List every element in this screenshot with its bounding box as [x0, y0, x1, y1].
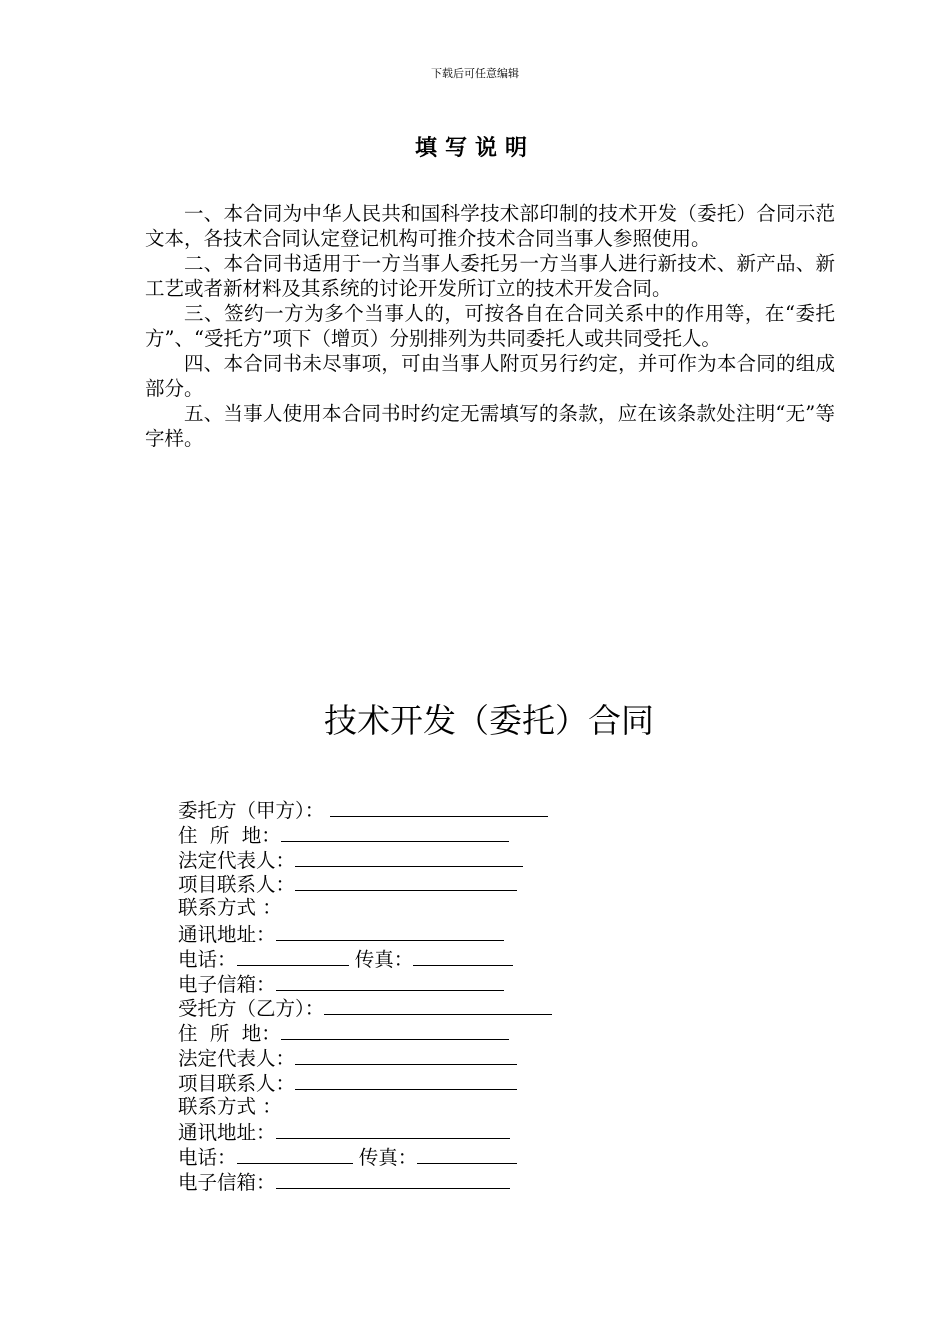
- party-a-fax-blank[interactable]: [413, 946, 513, 966]
- party-b-contact-method-label: 联系方式 ：: [178, 1094, 282, 1118]
- party-a-contact-method-label: 联系方式 ：: [178, 896, 282, 920]
- party-a-contact-person-row: [178, 871, 738, 896]
- party-a-contact-person-blank[interactable]: [295, 871, 517, 891]
- party-b-phone-label: 电话：: [178, 1146, 237, 1170]
- party-b-legal-rep-row: [178, 1045, 738, 1070]
- party-b-address-blank[interactable]: [281, 1020, 509, 1040]
- party-a-fax-label: 传真：: [354, 947, 414, 971]
- party-b-address-label: 住 所 地：: [178, 1022, 281, 1046]
- party-a-legal-rep-blank[interactable]: [295, 847, 523, 867]
- party-b-fax-blank[interactable]: [417, 1144, 517, 1164]
- party-a-row: [178, 797, 738, 822]
- instructions-body: [145, 201, 835, 451]
- party-b-fax-label: 传真：: [358, 1146, 418, 1170]
- party-fields: [178, 797, 738, 1194]
- party-a-email-label: 电子信箱：: [178, 972, 276, 996]
- party-a-mailing-address-row: [178, 921, 738, 946]
- instruction-item: 三、签约一方为多个当事人的，可按各自在合同关系中的作用等，在“委托方”、“受托方”项下（增页）分别排列为共同委托人或共同受托人。: [145, 302, 835, 350]
- party-a-address-blank[interactable]: [281, 822, 509, 842]
- party-b-phone-row: [178, 1144, 738, 1169]
- party-a-contact-method-row: [178, 896, 738, 921]
- party-b-legal-rep-blank[interactable]: [295, 1045, 517, 1065]
- party-b-row: [178, 995, 738, 1020]
- party-a-email-row: [178, 971, 738, 996]
- party-a-phone-row: [178, 946, 738, 971]
- instruction-item: 四、本合同书未尽事项，可由当事人附页另行约定，并可作为本合同的组成部分。: [145, 352, 835, 400]
- party-a-mailing-address-label: 通讯地址：: [178, 922, 276, 946]
- party-a-phone-label: 电话：: [178, 947, 237, 971]
- party-b-contact-person-label: 项目联系人：: [178, 1071, 296, 1095]
- header-note: 下载后可任意编辑: [431, 67, 519, 80]
- party-b-label: 受托方（乙方）：: [178, 997, 325, 1021]
- party-a-mailing-address-blank[interactable]: [276, 921, 504, 941]
- party-a-contact-person-label: 项目联系人：: [178, 873, 296, 897]
- party-b-mailing-address-row: [178, 1119, 738, 1144]
- party-b-email-label: 电子信箱：: [178, 1170, 276, 1194]
- party-b-contact-method-row: [178, 1095, 738, 1120]
- instruction-item: 二、本合同书适用于一方当事人委托另一方当事人进行新技术、新产品、新工艺或者新材料及其系统的讨论开发所订立的技术开发合同。: [145, 252, 835, 300]
- party-a-legal-rep-row: [178, 847, 738, 872]
- party-b-contact-person-blank[interactable]: [295, 1070, 517, 1090]
- party-a-legal-rep-label: 法定代表人：: [178, 848, 296, 872]
- contract-title: 技术开发（委托）合同: [324, 701, 654, 740]
- instruction-item: 一、本合同为中华人民共和国科学技术部印制的技术开发（委托）合同示范文本，各技术合同认定登记机构可推介技术合同当事人参照使用。: [145, 202, 835, 250]
- party-a-label: 委托方（甲方）：: [178, 799, 325, 822]
- party-b-phone-blank[interactable]: [237, 1144, 353, 1164]
- party-a-email-blank[interactable]: [276, 971, 504, 991]
- party-b-name-blank[interactable]: [324, 995, 552, 1015]
- party-b-email-blank[interactable]: [276, 1169, 510, 1189]
- party-a-address-row: [178, 822, 738, 847]
- instructions-title: 填写说明: [414, 136, 535, 161]
- party-b-contact-person-row: [178, 1070, 738, 1095]
- party-a-name-blank[interactable]: [330, 797, 548, 817]
- party-b-email-row: [178, 1169, 738, 1194]
- party-b-mailing-address-blank[interactable]: [276, 1119, 510, 1139]
- party-b-address-row: [178, 1020, 738, 1045]
- instruction-item: 五、当事人使用本合同书时约定无需填写的条款，应在该条款处注明“无”等字样。: [145, 402, 835, 450]
- party-a-address-label: 住 所 地：: [178, 823, 281, 847]
- party-a-phone-blank[interactable]: [237, 946, 349, 966]
- party-b-mailing-address-label: 通讯地址：: [178, 1121, 276, 1145]
- party-b-legal-rep-label: 法定代表人：: [178, 1046, 296, 1070]
